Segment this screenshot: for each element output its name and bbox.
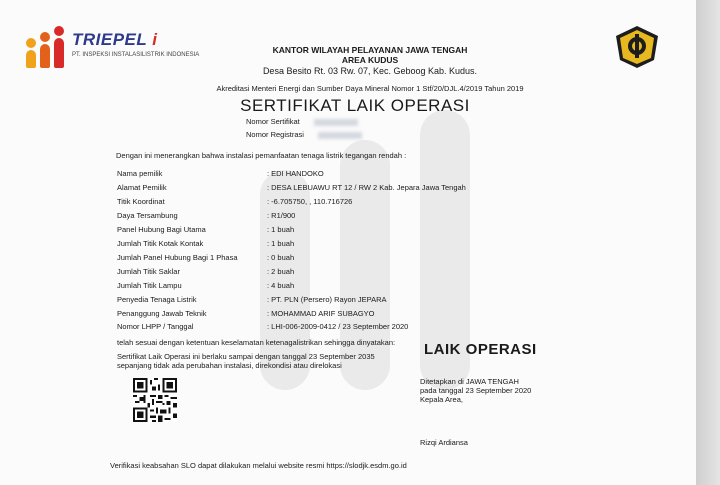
- detail-value: : 2 buah: [267, 267, 294, 276]
- redacted-value: [314, 119, 358, 126]
- accreditation-text: Akreditasi Menteri Energi dan Sumber Daya Mineral Nomor 1 Stf/20/DJL.4/2019 Tahun 2019: [216, 84, 524, 93]
- detail-value: : LHI-006-2009-0412 / 23 September 2020: [267, 322, 408, 331]
- detail-row: [117, 211, 557, 223]
- signature-place: Ditetapkan di JAWA TENGAH: [420, 377, 519, 386]
- brand-subtitle: PT. INSPEKSI INSTALASILISTRIK INDONESIA: [72, 52, 200, 58]
- certificate-title: SERTIFIKAT LAIK OPERASI: [240, 96, 470, 115]
- detail-label: Penyedia Tenaga Listrik: [117, 295, 197, 304]
- detail-row: [117, 322, 557, 334]
- detail-label: Penanggung Jawab Teknik: [117, 309, 207, 318]
- detail-value: : 1 buah: [267, 239, 294, 248]
- verification-footer: Verifikasi keabsahan SLO dapat dilakukan melalui website resmi https://slodjk.esdm.go.id: [110, 461, 407, 470]
- registration-number-label: Nomor Registrasi: [246, 130, 304, 139]
- detail-row: [117, 267, 557, 279]
- detail-label: Daya Tersambung: [117, 211, 178, 220]
- signature-date: pada tanggal 23 September 2020: [420, 386, 532, 395]
- detail-row: [117, 183, 557, 195]
- certificate-number-label: Nomor Sertifikat: [246, 117, 300, 126]
- office-name: KANTOR WILAYAH PELAYANAN JAWA TENGAH: [272, 45, 468, 55]
- detail-label: Jumlah Titik Saklar: [117, 267, 180, 276]
- detail-value: : MOHAMMAD ARIF SUBAGYO: [267, 309, 375, 318]
- redacted-value: [318, 132, 362, 139]
- validity-line-2: sepanjang tidak ada perubahan instalasi, direkondisi atau direlokasi: [117, 361, 342, 370]
- detail-label: Nama pemilik: [117, 169, 163, 178]
- detail-label: Jumlah Titik Lampu: [117, 281, 182, 290]
- detail-value: : -6.705750, , 110.716726: [267, 197, 352, 206]
- status-laik-operasi: LAIK OPERASI: [424, 341, 537, 358]
- signatory-name: Rizqi Ardiansa: [420, 438, 468, 447]
- qr-code-icon: [133, 378, 177, 422]
- validity-line-1: Sertifikat Laik Operasi ini berlaku sampai dengan tanggal 23 September 2035: [117, 352, 375, 361]
- detail-label: Panel Hubung Bagi Utama: [117, 225, 206, 234]
- detail-label: Titik Koordinat: [117, 197, 165, 206]
- detail-label: Jumlah Titik Kotak Kontak: [117, 239, 204, 248]
- detail-label: Alamat Pemilik: [117, 183, 167, 192]
- esdm-emblem-icon: [612, 24, 662, 70]
- area-name: AREA KUDUS: [341, 55, 399, 65]
- triepel-logo-icon: [24, 28, 70, 68]
- detail-value: : 4 buah: [267, 281, 294, 290]
- detail-label: Nomor LHPP / Tanggal: [117, 322, 194, 331]
- intro-text: Dengan ini menerangkan bahwa instalasi pemanfaatan tenaga listrik tegangan rendah :: [116, 151, 407, 160]
- detail-value: : R1/900: [267, 211, 295, 220]
- page-edge-shadow: [696, 0, 720, 485]
- detail-row: [117, 253, 557, 265]
- detail-row: [117, 169, 557, 181]
- detail-value: : PT. PLN (Persero) Rayon JEPARA: [267, 295, 387, 304]
- detail-row: [117, 197, 557, 209]
- detail-row: [117, 309, 557, 321]
- statement-text: telah sesuai dengan ketentuan keselamatan ketenagalistrikan sehingga dinyatakan:: [117, 338, 396, 347]
- registration-number-row: [246, 130, 362, 139]
- detail-row: [117, 295, 557, 307]
- detail-value: : EDI HANDOKO: [267, 169, 324, 178]
- detail-value: : 0 buah: [267, 253, 294, 262]
- office-address: Desa Besito Rt. 03 Rw. 07, Kec. Geboog Kab. Kudus.: [262, 66, 478, 76]
- certificate-number-row: [246, 117, 358, 126]
- detail-row: [117, 281, 557, 293]
- detail-row: [117, 225, 557, 237]
- detail-row: [117, 239, 557, 251]
- detail-value: : DESA LEBUAWU RT 12 / RW 2 Kab. Jepara Jawa Tengah: [267, 183, 466, 192]
- brand-name: TRIEPEL i: [72, 30, 158, 49]
- detail-label: Jumlah Panel Hubung Bagi 1 Phasa: [117, 253, 238, 262]
- detail-value: : 1 buah: [267, 225, 294, 234]
- signature-role: Kepala Area,: [420, 395, 463, 404]
